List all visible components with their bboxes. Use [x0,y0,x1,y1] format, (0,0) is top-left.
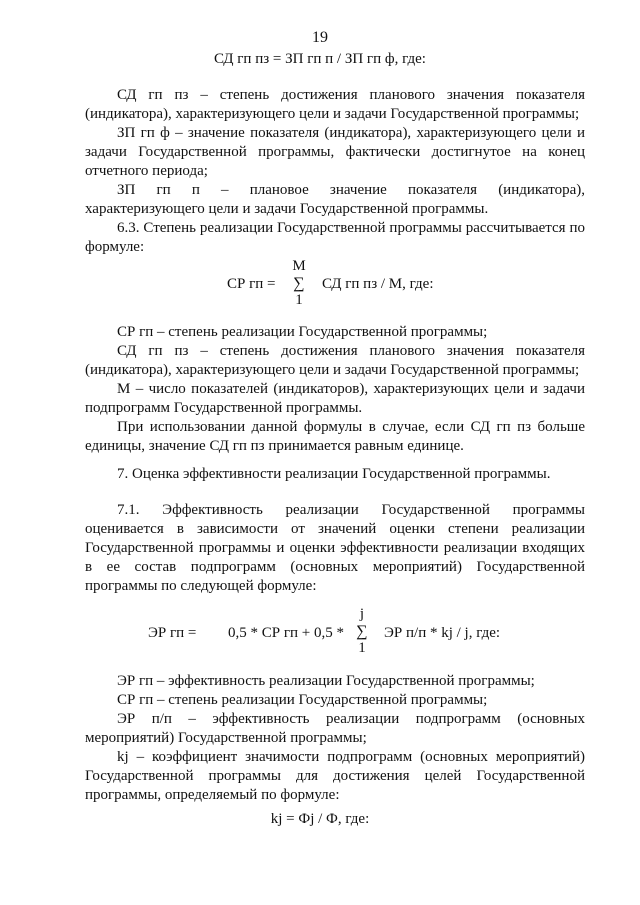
definitions-block-2 [85,323,585,456]
paragraph-note-unity: При использовании данной формулы в случае, если СД гп пз больше единицы, значение СД гп пз принимается равным единице. [85,419,585,454]
formula-sd: СД гп пз = ЗП гп п / ЗП гп ф, где: [214,51,426,67]
sigma-symbol: ∑ [293,275,305,292]
formula-sr-upper: М [292,258,306,274]
definition-zp-gp-f: ЗП гп ф – значение показателя (индикатора), характеризующего цели и задачи Государственной программы, фактически достигнутое на конец отчетного периода; [85,125,585,179]
paragraph-7-1-block [85,501,585,596]
definitions-block-1 [85,86,585,257]
formula-sr-lower: 1 [295,292,303,308]
formula-er-upper: j [359,606,365,622]
formula-er-middle: 0,5 * СР гп + 0,5 * [228,625,344,641]
formula-sr-left: СР гп = [227,276,276,292]
definition-sr-gp: СР гп – степень реализации Государственной программы; [117,324,488,340]
definition-er-pp: ЭР п/п – эффективность реализации подпрограмм (основных мероприятий) Государственной программы; [85,711,585,746]
formula-er-lower: 1 [358,640,366,656]
formula-er-sum [351,606,373,657]
sigma-symbol: ∑ [356,623,368,640]
page-number: 19 [312,29,328,46]
definition-sr-gp-2: СР гп – степень реализации Государственной программы; [117,692,488,708]
definition-zp-gp-p: ЗП гп п – плановое значение показателя (индикатора), характеризующего цели и задачи Государственной программы. [85,182,585,217]
formula-er-left: ЭР гп = [148,625,197,641]
formula-kj: kj = Фj / Ф, где: [270,811,370,827]
paragraph-6-3: 6.3. Степень реализации Государственной программы рассчитывается по формуле: [85,220,585,255]
paragraph-7-1: 7.1. Эффективность реализации Государственной программы оценивается в зависимости от значений оценки степени реализации Государственной программы и оценки эффективности реализации входящих в ее состав подпрограмм (основных мероприятий) Государственной программы по следующей формуле: [85,502,585,594]
definition-sd-gp-pz-2: СД гп пз – степень достижения планового значения показателя (индикатора), характеризующего цели и задачи Государственной программы; [85,343,585,378]
formula-sr-sum [288,258,310,309]
definitions-block-3 [85,672,585,805]
definition-er-gp: ЭР гп – эффективность реализации Государственной программы; [117,673,535,689]
section-heading-7: 7. Оценка эффективности реализации Государственной программы. [117,466,551,482]
formula-er-right: ЭР п/п * kj / j, где: [384,625,501,641]
definition-kj: kj – коэффициент значимости подпрограмм (основных мероприятий) Государственной программы для достижения целей Государственной программы, определяемый по формуле: [85,749,585,803]
definition-sd-gp-pz: СД гп пз – степень достижения планового значения показателя (индикатора), характеризующего цели и задачи Государственной программы; [85,87,585,122]
formula-sr-right: СД гп пз / М, где: [322,276,434,292]
definition-m: М – число показателей (индикаторов), характеризующих цели и задачи подпрограмм Государственной программы. [85,381,585,416]
